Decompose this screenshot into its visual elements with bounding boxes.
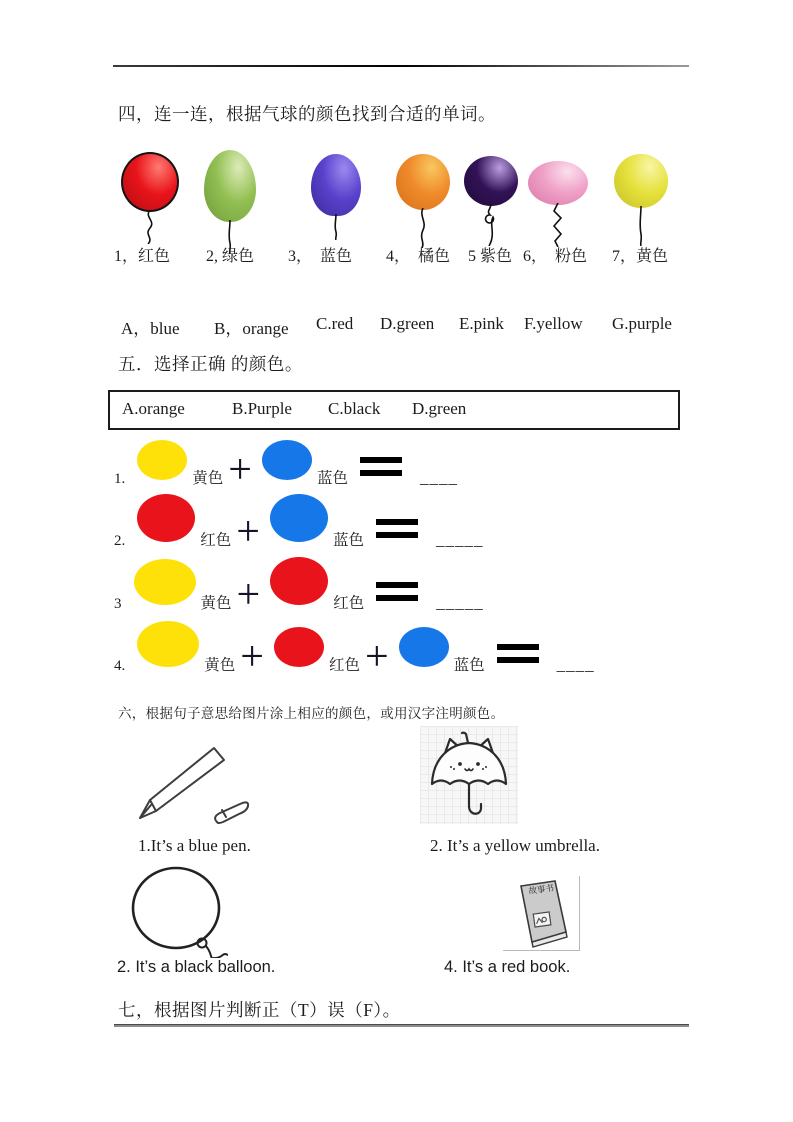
equation-number: 3 [114,596,122,612]
balloon-green [204,150,256,254]
color-label: 红色 [333,595,365,612]
answer-choice-box [108,390,680,430]
balloon-string [550,203,566,247]
equals-sign [376,582,418,601]
balloon-yellow-body [614,154,668,208]
balloon-label-3: 3， 蓝色 [288,248,353,265]
red-circle [274,627,324,667]
plus-sign: + [236,571,261,618]
color-label: 蓝色 [316,470,348,487]
balloon-drawing [128,866,228,963]
section6-heading: 六，根据句子意思给图片涂上相应的颜色，或用汉字注明颜色。 [118,706,505,721]
blue-circle [270,494,328,542]
equals-sign [376,519,418,538]
yellow-circle [134,559,196,605]
balloon-red-body [121,152,179,212]
color-equation-3 [114,561,484,618]
word-option-g: G.purple [612,314,672,333]
plus-sign: + [236,508,260,555]
word-option-c: C.red [316,314,354,333]
balloon-green-body [204,150,256,222]
pen-caption: 1.It’s a blue pen. [138,836,251,855]
choice-c: C.black [328,399,381,418]
word-option-a: A，blue [121,319,180,338]
balloon-red [121,152,179,244]
color-equation-4 [114,623,595,680]
equation-number: 1. [114,471,126,487]
color-equation-1 [114,436,458,493]
balloon-blue-violet-body [311,154,361,216]
red-circle [137,494,195,542]
plus-sign: + [364,633,389,680]
section5-heading: 五．选择正确 的颜色。 [118,354,303,374]
color-label: 蓝色 [453,657,485,674]
color-label: 红色 [328,657,360,674]
balloon-dark-purple [464,156,518,246]
color-label: 黄色 [192,470,224,487]
balloon-label-1: 1，红色 [114,248,171,265]
equation-number: 4. [114,658,126,674]
book-cover-title: 故事书 [527,882,555,896]
color-label: 红色 [200,532,232,549]
equals-sign [360,457,402,476]
color-label: 黄色 [204,657,236,674]
color-label: 蓝色 [332,532,364,549]
answer-blank: _____ [435,530,484,549]
balloon-string [328,214,344,240]
umbrella-caption: 2. It’s a yellow umbrella. [430,836,600,855]
blue-circle [399,627,449,667]
choice-b: B.Purple [232,399,292,418]
balloon-label-7: 7，黄色 [612,248,669,265]
plus-sign: + [240,633,264,680]
balloons-row [0,0,793,250]
color-label: 黄色 [200,595,232,612]
balloon-string [633,206,649,246]
equals-sign [497,644,539,663]
balloon-blue-violet [311,154,361,240]
bottom-rule [114,1024,689,1027]
word-option-e: E.pink [459,314,504,333]
red-circle [270,557,328,605]
section4-heading: 四，连一连，根据气球的颜色找到合适的单词。 [118,104,496,124]
umbrella-drawing [420,726,518,824]
plus-sign: + [228,446,252,493]
balloon-orange-body [396,154,450,210]
color-equation-2 [114,498,484,555]
color-word-options [0,314,793,338]
choice-d: D.green [412,399,467,418]
choice-a: A.orange [122,399,185,418]
yellow-circle [137,621,199,667]
balloon-number-labels [0,243,793,267]
balloon-label-2: 2, 绿色 [206,248,255,265]
balloon-string [415,208,431,248]
word-option-b: B，orange [214,319,289,338]
balloon-dark-purple-body [464,156,518,206]
pen-drawing [130,740,260,835]
balloon-label-6: 6， 粉色 [523,248,588,265]
word-option-f: F.yellow [524,314,583,333]
book-drawing [503,876,580,951]
balloon-orange [396,154,450,248]
balloon-pink-body [528,161,588,205]
equation-number: 2. [114,533,126,549]
balloon-pink [528,161,588,247]
yellow-circle [137,440,187,480]
section7-heading: 七，根据图片判断正（T）误（F）。 [118,1000,401,1020]
word-option-d: D.green [380,314,435,333]
balloon-yellow [614,154,668,246]
book-caption: 4. It’s a red book. [444,958,571,976]
answer-blank: ____ [419,468,458,487]
blue-circle [262,440,312,480]
balloon-string [482,204,500,246]
answer-blank: ____ [556,655,595,674]
balloon-label-4: 4， 橘色 [386,248,451,265]
balloon-string [142,210,158,244]
balloon-label-5: 5 紫色 [468,248,513,265]
balloon-caption: 2. It’s a black balloon. [117,958,276,976]
answer-blank: _____ [436,593,484,612]
